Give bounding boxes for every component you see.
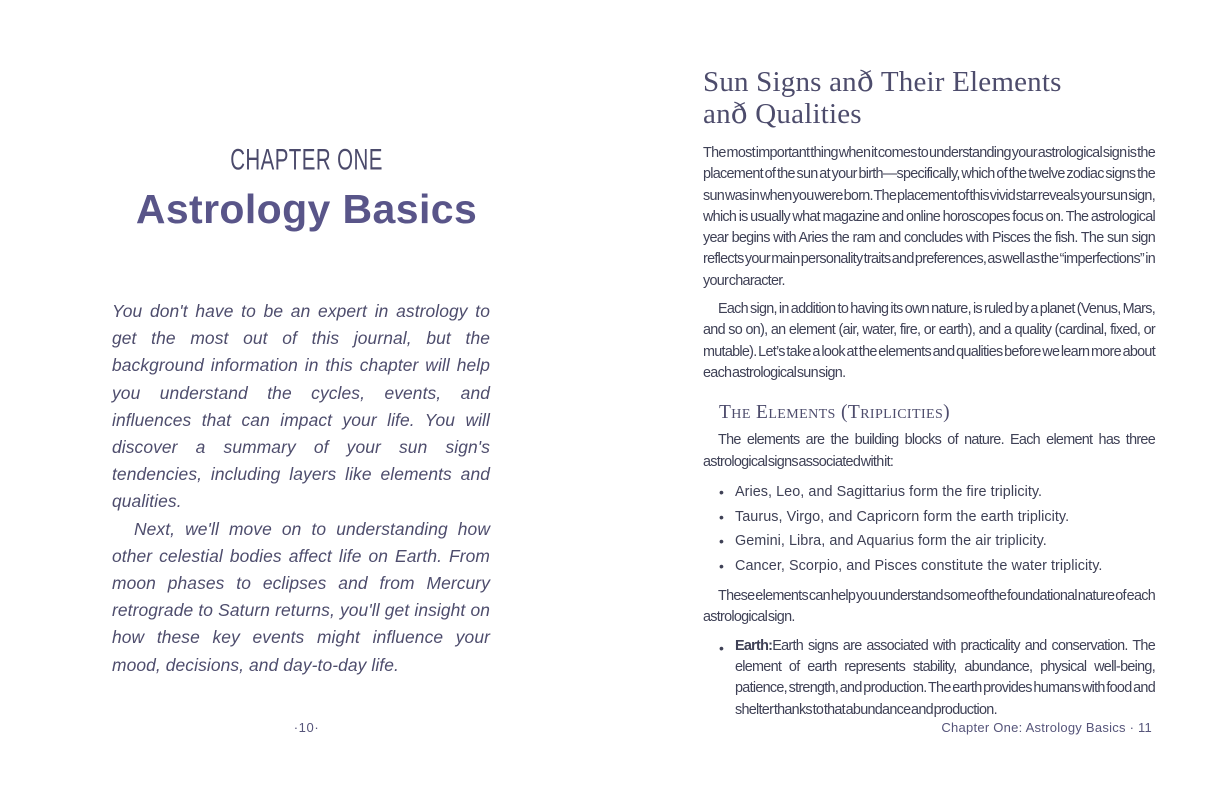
triplicity-list — [703, 480, 1155, 579]
bullet-dot-icon: • — [719, 639, 724, 656]
left-page-body — [112, 298, 490, 679]
right-paragraph-2: Each sign, in addition to having its own nature, is ruled by a planet (Venus, Mars, and so on), an element (air, water, fire, or earth), and a quality (cardinal, fixed, or mutable). Let’s take a look at the elements and qualities before we learn more about each astrological sun sign. — [703, 301, 1155, 381]
list-item-label: Gemini, Libra, and Aquarius form the air triplicity. — [735, 533, 1047, 550]
element-description: Earth signs are associated with practicality and conservation. The element of earth represents stability, abundance, physical well-being, patience, strength, and production. The earth provides humans with food and shelter thanks to that abundance and production. — [735, 637, 1155, 718]
element-term: Earth: — [735, 637, 773, 654]
right-closing-paragraph: These elements can help you understand some of the foundational nature of each astrological sign. — [703, 588, 1155, 626]
left-page — [0, 0, 613, 800]
chapter-label: CHAPTER ONE — [230, 143, 383, 177]
list-item — [719, 554, 1155, 579]
left-paragraph-1: You don't have to be an expert in astrology to get the most out of this journal, but the background information in this chapter will help you understand the cycles, events, and influences that can impact your life. You will discover a summary of your sun sign's tendencies, including layers like elements and qualities. — [112, 301, 490, 512]
bullet-dot-icon: • — [719, 508, 724, 525]
list-item — [719, 505, 1155, 530]
right-page-body — [703, 66, 1155, 728]
page-number-right: Chapter One: Astrology Basics · 11 — [941, 720, 1152, 735]
bullet-dot-icon: • — [719, 483, 724, 500]
list-item-label: Cancer, Scorpio, and Pisces constitute the water triplicity. — [735, 558, 1103, 575]
element-definition-list — [703, 636, 1155, 721]
insular-d-glyph-2: ð — [730, 97, 748, 130]
section-heading-line2-part1: an — [703, 98, 731, 130]
right-page — [613, 0, 1227, 800]
sub-heading-intro-paragraph: The elements are the building blocks of nature. Each element has three astrological signs associated with it: — [703, 432, 1155, 470]
section-heading — [703, 66, 1155, 130]
list-item — [719, 480, 1155, 505]
list-item — [719, 636, 1155, 721]
section-heading-line1-part1: Sun Signs an — [703, 66, 857, 98]
sub-heading-elements: The Elements (Triplicities) — [719, 402, 951, 424]
bullet-dot-icon: • — [719, 558, 724, 575]
list-item — [719, 529, 1155, 554]
list-item-label: Aries, Leo, and Sagittarius form the fire triplicity. — [735, 483, 1043, 500]
insular-d-glyph-1: ð — [856, 65, 874, 98]
right-paragraph-1: The most important thing when it comes to understanding your astrological sign is the placement of the sun at your birth—specifically, which of the twelve zodiac signs the sun was in when you were born. The placement of this vivid star reveals your sun sign, which is usually what magazine and online horoscopes focus on. The astrological year begins with Aries the ram and concludes with Pisces the fish. The sun sign reflects your main personality traits and preferences, as well as the “imperfections” in your character. — [703, 145, 1155, 289]
left-paragraph-2: Next, we'll move on to understanding how other celestial bodies affect life on Earth. From moon phases to eclipses and from Mercury retrograde to Saturn returns, you'll get insight on how these key events might influence your mood, decisions, and day-to-day life. — [112, 518, 490, 675]
section-heading-line2-part2: Qualities — [747, 98, 862, 130]
page-number-left: ·10· — [293, 720, 320, 735]
section-heading-line1-part2: Their Elements — [873, 66, 1062, 98]
bullet-dot-icon: • — [719, 533, 724, 550]
chapter-title: Astrology Basics — [135, 186, 478, 232]
list-item-label: Taurus, Virgo, and Capricorn form the earth triplicity. — [735, 508, 1070, 525]
chapter-opener — [112, 143, 501, 260]
